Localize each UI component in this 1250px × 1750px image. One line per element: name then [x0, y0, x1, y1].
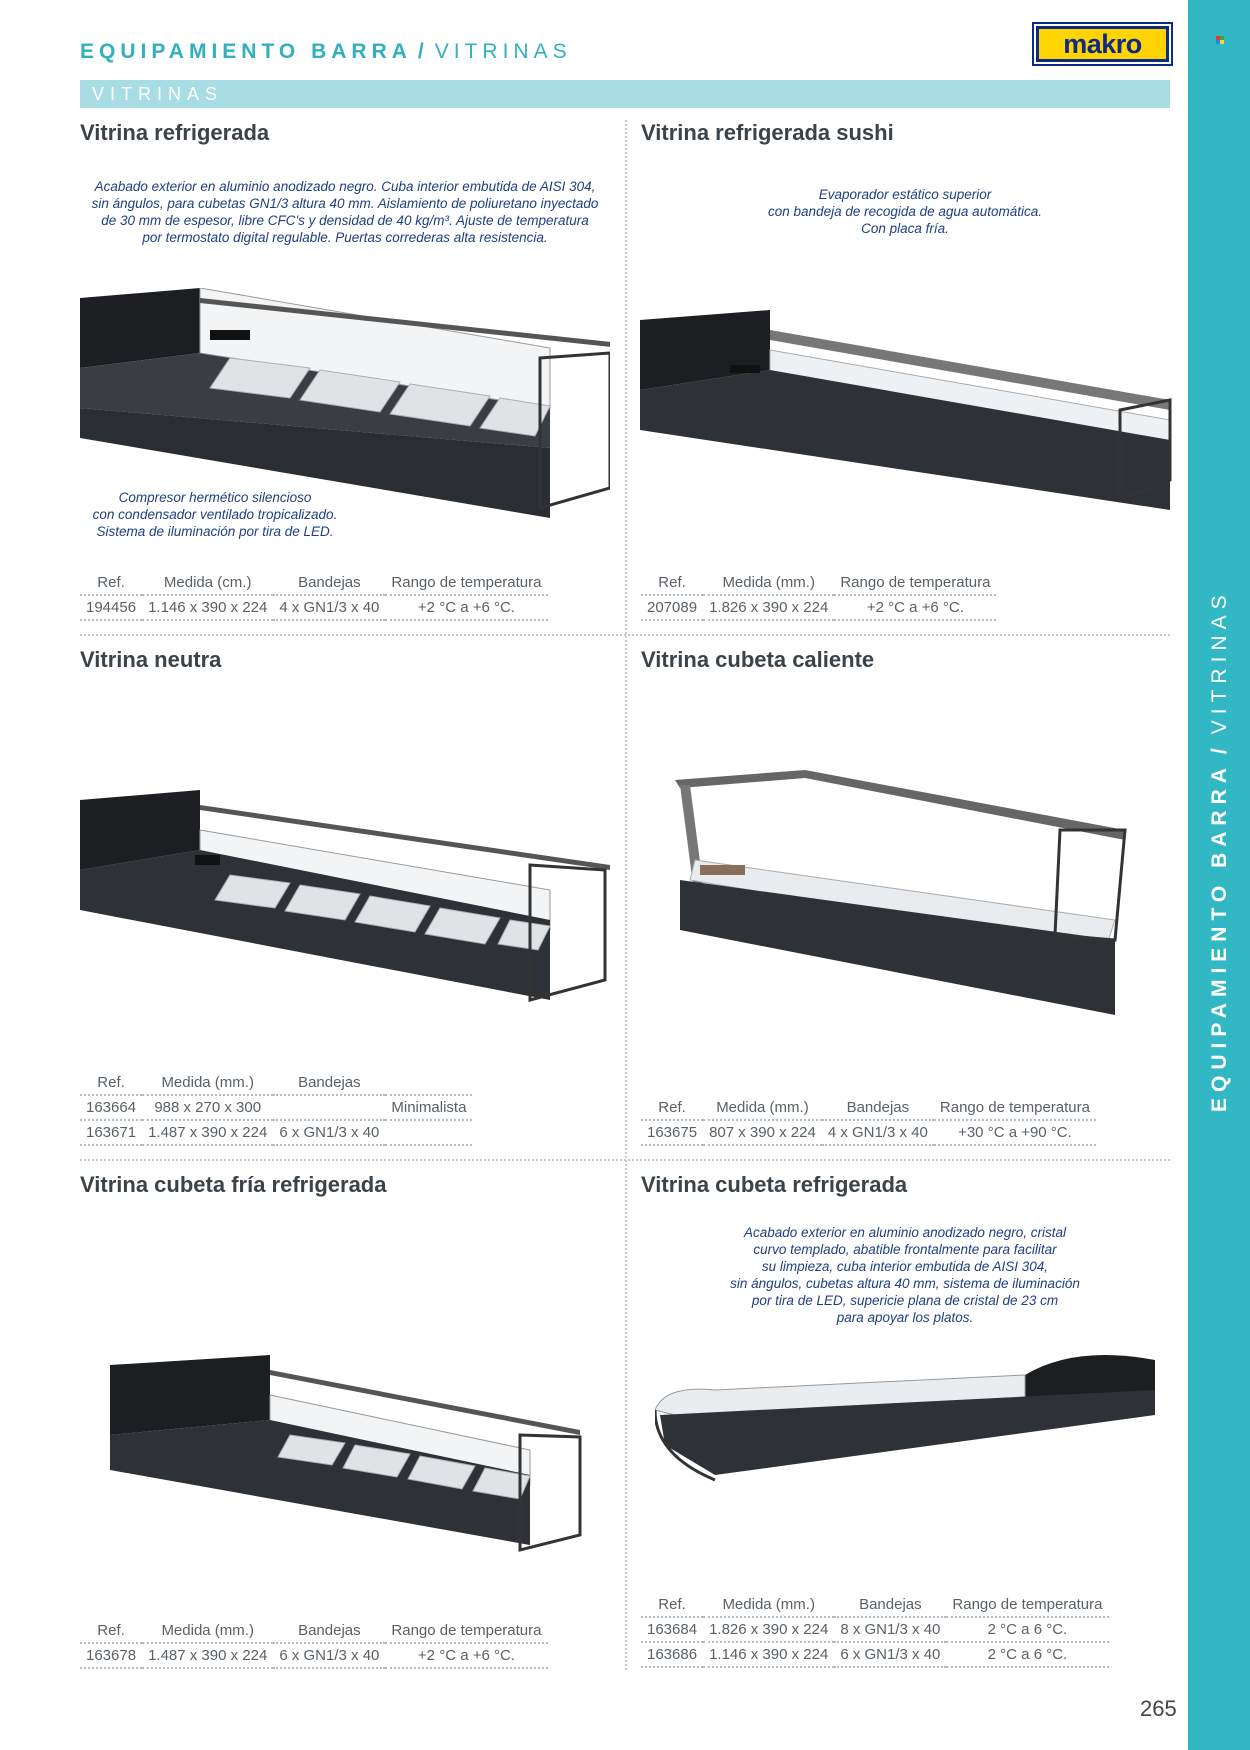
neutral-showcase-image	[80, 790, 610, 1010]
spec-table: Ref. Medida (mm.) Bandejas 163664 988 x 270 x 300 Minimalista 163671 1.487 x 390 x 224 6 x GN1/3 x 40	[80, 1070, 472, 1146]
product-description-2: Compresor hermético silencioso con condensador ventilado tropicalizado. Sistema de iluminación por tira de LED.	[92, 490, 338, 539]
table-row: 163671 1.487 x 390 x 224 6 x GN1/3 x 40	[80, 1120, 472, 1145]
spec-table: Ref. Medida (cm.) Bandejas Rango de temperatura 194456 1.146 x 390 x 224 4 x GN1/3 x 40 +2 °C a +6 °C.	[80, 570, 548, 621]
cold-showcase-image	[110, 1355, 585, 1555]
table-row: 163686 1.146 x 390 x 224 6 x GN1/3 x 40 2 °C a 6 °C.	[641, 1642, 1109, 1667]
section-bar: VITRINAS	[80, 80, 1170, 108]
table-row: 163678 1.487 x 390 x 224 6 x GN1/3 x 40 +2 °C a +6 °C.	[80, 1643, 548, 1668]
curved-showcase-image	[655, 1345, 1155, 1540]
product-description: Evaporador estático superior con bandeja de recogida de agua automática. Con placa fría.	[768, 187, 1042, 236]
sushi-showcase-image	[640, 310, 1175, 520]
product-title: Vitrina cubeta refrigerada	[641, 1172, 908, 1197]
product-title: Vitrina refrigerada	[80, 120, 270, 145]
hot-showcase-image	[675, 770, 1135, 1020]
product-title: Vitrina cubeta caliente	[641, 647, 875, 672]
spec-table: Ref. Medida (mm.) Bandejas Rango de temperatura 163678 1.487 x 390 x 224 6 x GN1/3 x 40 +2 °C a +6 °C.	[80, 1618, 548, 1669]
side-title: EQUIPAMIENTO BARRA/VITRINAS	[1208, 589, 1231, 1112]
spec-table: Ref. Medida (mm.) Rango de temperatura 207089 1.826 x 390 x 224 +2 °C a +6 °C.	[641, 570, 996, 621]
product-description: Acabado exterior en aluminio anodizado negro, cristal curvo templado, abatible frontalmente para facilitar su limpieza, cuba interior embutida de AISI 304, sin ángulos, cubetas altura 40 mm, sistema de iluminación por tira de LED, supericie plana de cristal de 23 cm para apoyar los platos.	[730, 1225, 1080, 1325]
color-mark-icon	[1216, 36, 1224, 44]
product-description: Acabado exterior en aluminio anodizado negro. Cuba interior embutida de AISI 304, sin ángulos, para cubetas GN1/3 altura 40 mm. Aislamiento de poliuretano inyectado de 30 mm de espesor, libre CFC's y densidad de 40 kg/m³. Ajuste de temperatura por termostato digital regulable. Puertas correderas alta resistencia.	[91, 179, 599, 245]
spec-table: Ref. Medida (mm.) Bandejas Rango de temperatura 163675 807 x 390 x 224 4 x GN1/3 x 40 +30 °C a +90 °C.	[641, 1095, 1096, 1146]
table-row: 163684 1.826 x 390 x 224 8 x GN1/3 x 40 2 °C a 6 °C.	[641, 1617, 1109, 1642]
product-title: Vitrina cubeta fría refrigerada	[80, 1172, 387, 1197]
table-row: 194456 1.146 x 390 x 224 4 x GN1/3 x 40 +2 °C a +6 °C.	[80, 595, 548, 620]
product-title: Vitrina neutra	[80, 647, 222, 672]
column-divider	[625, 120, 627, 1670]
page-title: EQUIPAMIENTO BARRA / VITRINAS	[80, 40, 572, 63]
makro-logo: makro	[1034, 24, 1171, 64]
row-divider	[80, 1159, 1170, 1161]
spec-table: Ref. Medida (mm.) Bandejas Rango de temperatura 163684 1.826 x 390 x 224 8 x GN1/3 x 40 2 °C a 6 °C. 163686 1.146 x 390 x 224 6 x GN1/3 x 40 2 °C a 6 °C.	[641, 1592, 1109, 1668]
table-row: 207089 1.826 x 390 x 224 +2 °C a +6 °C.	[641, 595, 996, 620]
page-number: 265	[1140, 1696, 1177, 1721]
product-title: Vitrina refrigerada sushi	[641, 120, 894, 145]
table-row: 163675 807 x 390 x 224 4 x GN1/3 x 40 +30 °C a +90 °C.	[641, 1120, 1096, 1145]
row-divider	[80, 634, 1170, 636]
table-row: 163664 988 x 270 x 300 Minimalista	[80, 1095, 472, 1120]
